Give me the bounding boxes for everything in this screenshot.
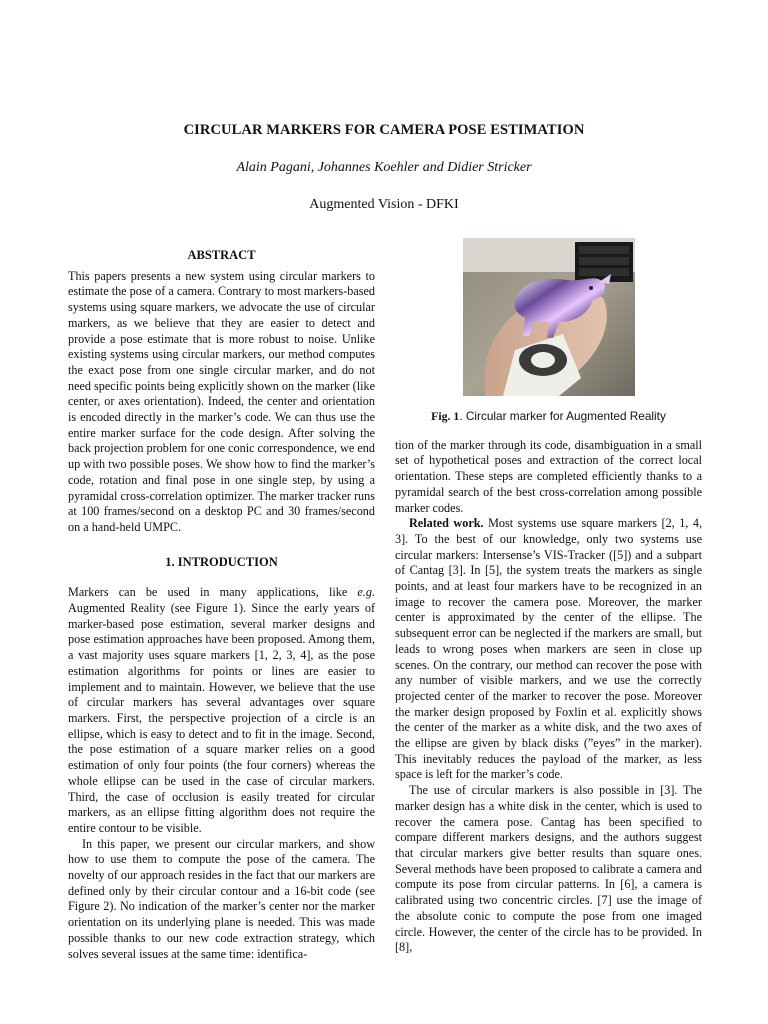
right-paragraph-continued: tion of the marker through its code, disambiguation in a small set of hypothetical poses and extraction of the correct local orientation. These steps are completed efficiently thanks to a pyramidal search of the best cross-correlation among possible marker codes. (395, 437, 702, 515)
intro-p1-start: Markers can be used in many applications, like (68, 585, 358, 600)
right-column (395, 238, 702, 956)
paper-authors: Alain Pagani, Johannes Koehler and Didier Stricker (236, 160, 532, 175)
related-work-paragraph (395, 516, 702, 783)
introduction-paragraph-1 (68, 585, 375, 836)
abstract-text: This papers presents a new system using circular markers to estimate the pose of a camera. Contrary to most markers-based systems using square markers, we advocate the use of circular markers, as we believe that they are easier to detect and provide a pose estimate that is more robust to noise. Unlike existing systems using circular markers, our method computes the exact pose from one single circular marker, and do not need specific points being explicitly shown on the marker (like center, or axes orientation). Indeed, the center and orientation is encoded directly in the marker’s code. We can thus use the entire marker surface for the code design. After solving the back projection problem for one conic correspondence, we end up with two possible poses. We show how to find the marker’s code, rotation and final pose in one single step, by using a pyramidal cross-correlation optimizer. The marker tracker runs at 100 frames/second on a desktop PC and 30 frames/second on a hand-held UMPC. (68, 268, 375, 534)
left-column (68, 247, 375, 962)
introduction-heading: 1. INTRODUCTION (165, 554, 278, 569)
figure-1 (395, 238, 702, 425)
circular-markers-paragraph: The use of circular markers is also possible in [3]. The marker design has a white disk in the center, which is used to recover the camera pose. Cantag has been specified to compare different markers designs, and the authors suggest that circular markers give better results than square ones. Several methods have been proposed to calibrate a camera and compute its pose from circular patterns. In [6], a camera is calibrated using two concentric circles. [7] use the image of the absolute conic to compute the pose from one imaged circle. However, the center of the circle has to be provided. In [8], (395, 783, 702, 955)
paper-affiliation: Augmented Vision - DFKI (309, 197, 459, 212)
paper-title: CIRCULAR MARKERS FOR CAMERA POSE ESTIMATION (183, 122, 585, 138)
abstract-heading: ABSTRACT (187, 248, 256, 262)
figure-1-label: Fig. 1 (431, 409, 460, 423)
figure-1-photo (463, 238, 635, 396)
figure-1-caption (395, 409, 702, 425)
intro-p1-rest: Augmented Reality (see Figure 1). Since the early years of marker-based pose estimation, several marker designs and pose estimation approaches have been proposed. Among them, a vast majority uses square markers [1, 2, 3, 4], as the pose estimation algorithms for points or lines are easier to implement and to maintain. However, we believe that the use of circular markers has several advantages over square markers. First, the perspective projection of a circle is an ellipse, which is easy to detect and to fit in the image. Second, the pose estimation of a square marker relies on a good estimation of only four points (the four corners) whereas the whole ellipse can be used in the case of circular markers. Third, the case of occlusion is easily treated for circular markers, as an ellipse fitting algorithm does not require the entire contour to be visible. (68, 601, 375, 835)
related-work-label: Related work. (409, 516, 484, 531)
related-work-text: Most systems use square markers [2, 1, 4, 3]. To the best of our knowledge, only two systems use circular markers: Intersense’s VIS-Tracker ([5]) and a subpart of Cantag [3]. In [5], the system treats the markers as single points, and at least four markers have to be recognized in an image to recover the camera pose. Moreover, the marker center is approximated by the center of the ellipse. The subsequent error can be neglected if the markers are small, but leads to wrong poses when markers are seen in close up scenes. On the contrary, our method can recover the pose with any number of visible markers, and we use the correctly projected center of the marker to recover the pose. Moreover the marker design proposed by Foxlin et al. explicitly shows the center of the marker as a white disk, and the two axes of the ellipse are given by black disks (”eyes” in the marker). This inevitably reduces the payload of the marker, as less space is left for the marker’s code. (395, 516, 702, 782)
figure-1-caption-text: . Circular marker for Augmented Reality (459, 409, 666, 423)
introduction-paragraph-2: In this paper, we present our circular markers, and show how to use them to compute the pose of the camera. The novelty of our approach resides in the fact that our markers are defined only by their circular contour and a 16-bit code (see Figure 2). No indication of the marker’s center nor the marker orientation on its underlying plane is needed. This was made possible thanks to our new code extraction strategy, which solves several issues at the same time: identifica- (68, 836, 375, 961)
intro-p1-eg: e.g. (357, 585, 375, 600)
